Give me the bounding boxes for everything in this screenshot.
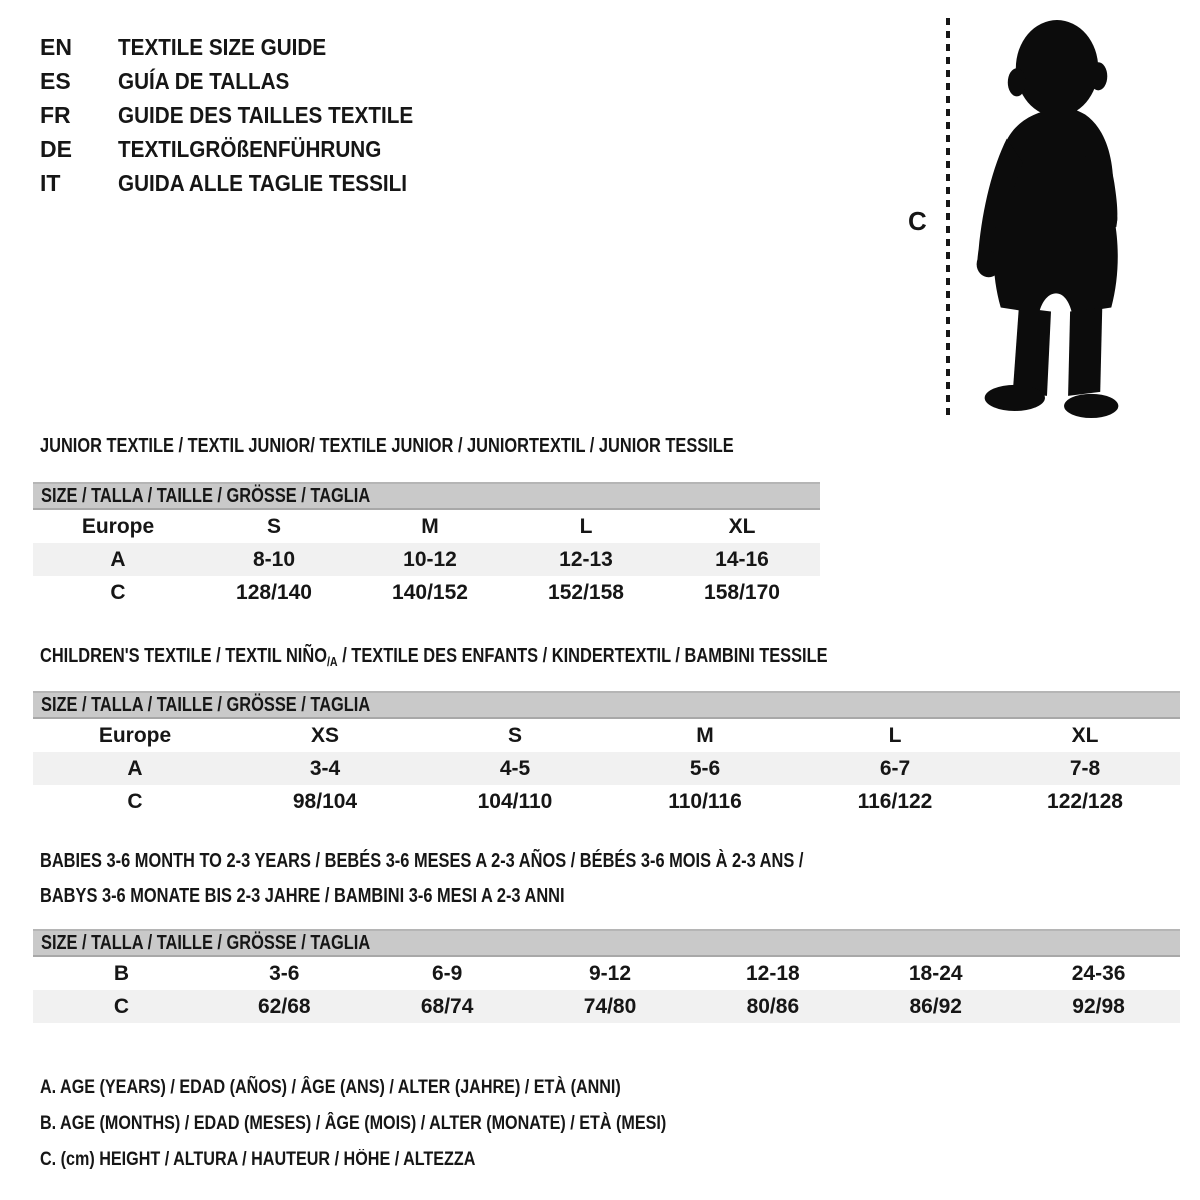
size-cell: 110/116: [668, 789, 742, 813]
section-babies-title-line2: BABYS 3-6 MONATE BIS 2-3 JAHRE / BAMBINI 3-6 MESI A 2-3 ANNI: [40, 885, 565, 907]
table-row: [33, 752, 1180, 785]
size-cell: 80/86: [746, 994, 800, 1018]
height-label: C: [908, 206, 927, 236]
size-cell: 12-18: [746, 961, 800, 985]
size-cell: L: [579, 514, 593, 538]
table-row: [33, 719, 1180, 752]
size-header-band: SIZE / TALLA / TAILLE / GRÖSSE / TAGLIA: [33, 691, 1180, 719]
toddler-silhouette-icon: [966, 16, 1138, 418]
row-label: Europe: [81, 514, 155, 538]
section-junior-title: JUNIOR TEXTILE / TEXTIL JUNIOR/ TEXTILE JUNIOR / JUNIORTEXTIL / JUNIOR TESSILE: [40, 435, 734, 457]
language-title: TEXTILGRÖßENFÜHRUNG: [118, 135, 382, 162]
section-children-title: CHILDREN'S TEXTILE / TEXTIL $NIÑO_{/A}$ / TEXTILE DES ENFANTS / KINDERTEXTIL / BAMBINI TESSILE: [40, 645, 828, 669]
size-cell: 18-24: [908, 961, 963, 985]
size-cell: 6-7: [879, 756, 911, 780]
size-cell: 14-16: [715, 547, 769, 571]
size-header-band: SIZE / TALLA / TAILLE / GRÖSSE / TAGLIA: [33, 929, 1180, 957]
size-cell: 62/68: [258, 994, 311, 1018]
babies-size-table: [33, 929, 1180, 1023]
size-cell: 12-13: [559, 547, 613, 571]
size-cell: 140/152: [392, 580, 468, 604]
size-cell: 92/98: [1072, 994, 1125, 1018]
legend-line-height-cm: C. (cm) HEIGHT / ALTURA / HAUTEUR / HÖHE / ALTEZZA: [40, 1149, 476, 1170]
size-cell: L: [888, 723, 902, 747]
size-cell: 86/92: [909, 994, 962, 1018]
row-label: A: [127, 756, 143, 780]
language-title: GUÍA DE TALLAS: [118, 67, 290, 94]
size-cell: 5-6: [689, 756, 721, 780]
language-code: ES: [40, 67, 71, 94]
size-cell: 128/140: [236, 580, 312, 604]
language-row-es: [40, 64, 446, 98]
row-label: Europe: [98, 723, 172, 747]
language-code: IT: [40, 169, 61, 196]
size-cell: M: [421, 514, 439, 538]
language-list: [40, 30, 446, 200]
junior-size-table: [33, 482, 820, 609]
size-cell: 3-4: [309, 756, 341, 780]
legend-line-age-years: A. AGE (YEARS) / EDAD (AÑOS) / ÂGE (ANS) / ALTER (JAHRE) / ETÀ (ANNI): [40, 1077, 621, 1098]
section-babies-title-line1: BABIES 3-6 MONTH TO 2-3 YEARS / BEBÉS 3-6 MESES A 2-3 AÑOS / BÉBÉS 3-6 MOIS À 2-3 ANS /: [40, 850, 804, 872]
size-cell: 9-12: [588, 961, 632, 985]
table-row: [33, 576, 820, 609]
size-cell: 98/104: [292, 789, 358, 813]
language-row-de: [40, 132, 446, 166]
size-cell: 10-12: [403, 547, 457, 571]
language-title: GUIDA ALLE TAGLIE TESSILI: [118, 169, 408, 196]
row-label: C: [127, 789, 143, 813]
language-code: EN: [40, 33, 72, 60]
size-cell: S: [507, 723, 522, 747]
table-row: [33, 543, 820, 576]
size-cell: 3-6: [269, 961, 300, 985]
size-cell: 74/80: [583, 994, 637, 1018]
size-cell: 104/110: [477, 789, 553, 813]
language-row-en: [40, 30, 446, 64]
language-row-fr: [40, 98, 446, 132]
language-title: GUIDE DES TAILLES TEXTILE: [118, 101, 414, 128]
row-label: C: [110, 580, 126, 604]
size-cell: 158/170: [704, 580, 780, 604]
legend-line-age-months: B. AGE (MONTHS) / EDAD (MESES) / ÂGE (MOIS) / ALTER (MONATE) / ETÀ (MESI): [40, 1113, 667, 1134]
language-row-it: [40, 166, 446, 200]
size-cell: XS: [310, 723, 339, 747]
size-cell: M: [696, 723, 714, 747]
size-cell: 68/74: [420, 994, 474, 1018]
size-cell: 6-9: [431, 961, 463, 985]
size-cell: 152/158: [548, 580, 624, 604]
height-dashed-line: [946, 18, 950, 416]
size-cell: XL: [1071, 723, 1099, 747]
table-row: [33, 510, 820, 543]
table-row: [33, 990, 1180, 1023]
size-cell: 116/122: [857, 789, 933, 813]
language-code: DE: [40, 135, 72, 162]
size-cell: 8-10: [252, 547, 296, 571]
language-code: FR: [40, 101, 71, 128]
row-label: B: [113, 961, 130, 985]
row-label: A: [110, 547, 126, 571]
table-row: [33, 785, 1180, 818]
size-cell: S: [266, 514, 281, 538]
size-cell: XL: [728, 514, 756, 538]
size-cell: 4-5: [499, 756, 531, 780]
size-header-band: SIZE / TALLA / TAILLE / GRÖSSE / TAGLIA: [33, 482, 820, 510]
size-cell: 7-8: [1069, 756, 1101, 780]
language-title: TEXTILE SIZE GUIDE: [118, 33, 327, 60]
legend: [40, 1070, 777, 1178]
row-label: C: [113, 994, 130, 1018]
size-cell: 122/128: [1047, 789, 1123, 813]
table-row: [33, 957, 1180, 990]
children-size-table: [33, 691, 1180, 818]
size-cell: 24-36: [1071, 961, 1126, 985]
